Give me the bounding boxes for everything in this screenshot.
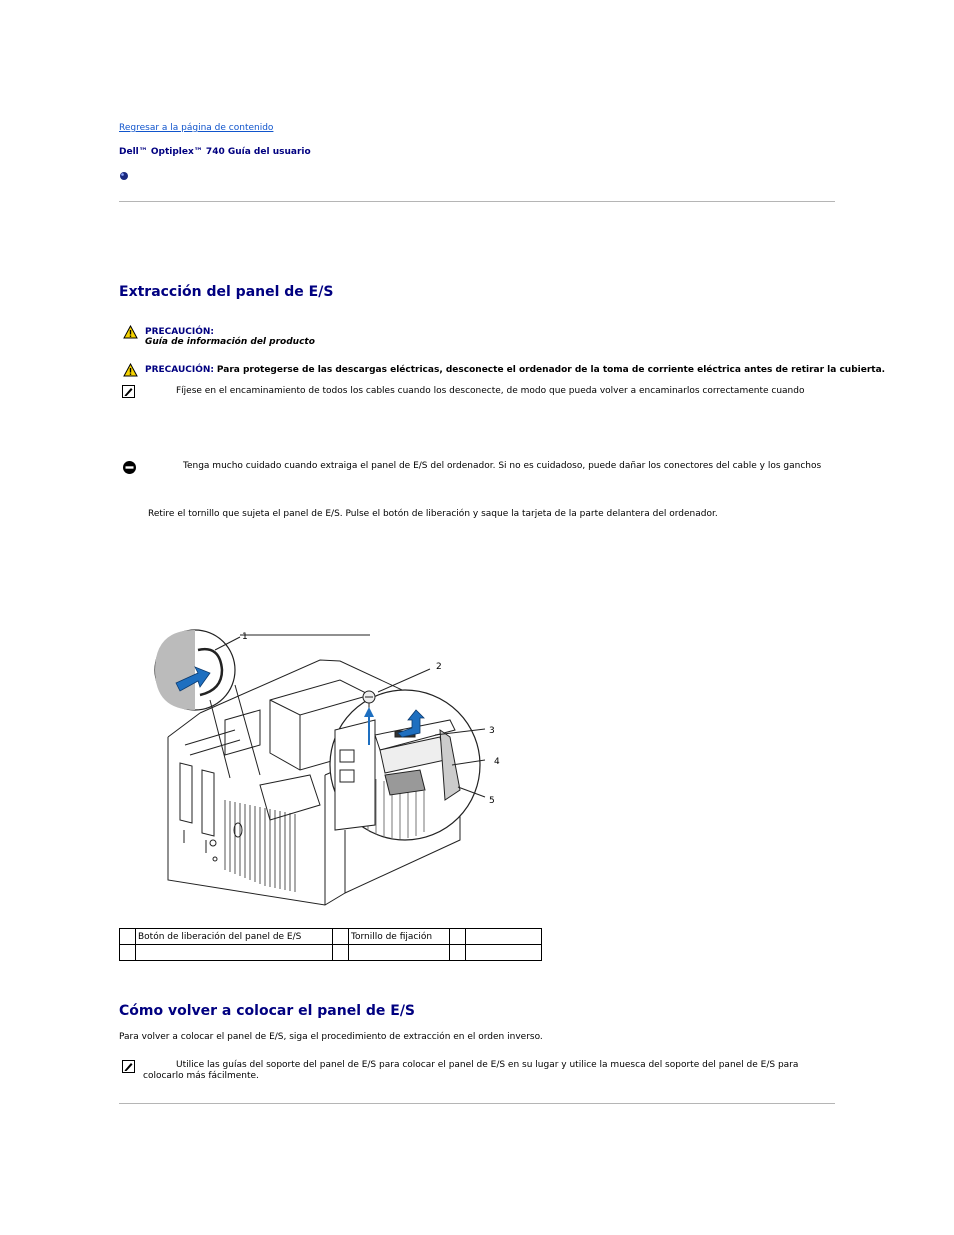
step-text: Retire el tornillo que sujeta el panel de E/S. Pulse el botón de liberación y saque la tarjeta de la parte delantera del ordenador.: [148, 509, 718, 519]
section-heading-removal: Extracción del panel de E/S: [119, 284, 334, 300]
callout-2: 2: [436, 662, 442, 672]
caution-reference: Guía de información del producto: [145, 337, 315, 347]
note-icon: [122, 1060, 135, 1073]
caution-text: Para protegerse de las descargas eléctricas, desconecte el ordenador de la toma de corriente eléctrica antes de retirar la cubierta.: [216, 365, 886, 375]
section-heading-replacement: Cómo volver a colocar el panel de E/S: [119, 1003, 416, 1019]
replacement-intro: Para volver a colocar el panel de E/S, siga el procedimiento de extracción en el orden inverso.: [119, 1032, 543, 1042]
callout-5: 5: [489, 796, 495, 806]
table-cell: [466, 945, 542, 961]
table-row: [120, 945, 542, 961]
top-divider: [119, 201, 835, 202]
table-cell: [349, 945, 450, 961]
notice-text: Tenga mucho cuidado cuando extraiga el panel de E/S del ordenador. Si no es cuidadoso, puede dañar los conectores del cable y los ganchos: [183, 461, 822, 471]
table-cell: Tornillo de fijación: [349, 929, 450, 945]
caution-icon: [123, 325, 138, 339]
table-cell: [466, 929, 542, 945]
section-anchor-link[interactable]: [134, 173, 190, 181]
table-cell: [333, 929, 349, 945]
table-cell: [136, 945, 333, 961]
table-row: [120, 929, 542, 945]
bottom-divider: [119, 1103, 835, 1104]
table-cell: [120, 929, 136, 945]
table-cell: [450, 929, 466, 945]
caution-label: PRECAUCIÓN:: [145, 327, 215, 337]
notice-icon: [122, 460, 137, 475]
back-to-contents-link[interactable]: Regresar a la página de contenido: [119, 123, 274, 133]
table-cell: [120, 945, 136, 961]
caution-electrical: [145, 365, 885, 375]
note-cable-routing: Fíjese en el encaminamiento de todos los cables cuando los desconecte, de modo que pueda volver a encaminarlos correctamente cuando: [176, 386, 805, 396]
cover-removal-link[interactable]: [394, 433, 476, 443]
caution-label: PRECAUCIÓN:: [145, 365, 215, 375]
note-guides-line2: colocarlo más fácilmente.: [143, 1071, 259, 1081]
table-cell: [333, 945, 349, 961]
callout-1: 1: [242, 632, 248, 642]
callout-3: 3: [489, 726, 495, 736]
callout-4: 4: [494, 757, 500, 767]
table-cell: [450, 945, 466, 961]
note-icon: [122, 385, 135, 398]
caution-icon: [123, 363, 138, 377]
io-panel-removal-illustration: [140, 625, 510, 910]
note-guides-line1: Utilice las guías del soporte del panel de E/S para colocar el panel de E/S en su lugar y utilice la muesca del soporte del panel de E/S para: [176, 1060, 799, 1070]
guide-title: Dell™ Optiplex™ 740 Guía del usuario: [119, 147, 311, 157]
bullet-icon: [119, 171, 129, 181]
callout-table: [119, 928, 542, 961]
table-cell: Botón de liberación del panel de E/S: [136, 929, 333, 945]
